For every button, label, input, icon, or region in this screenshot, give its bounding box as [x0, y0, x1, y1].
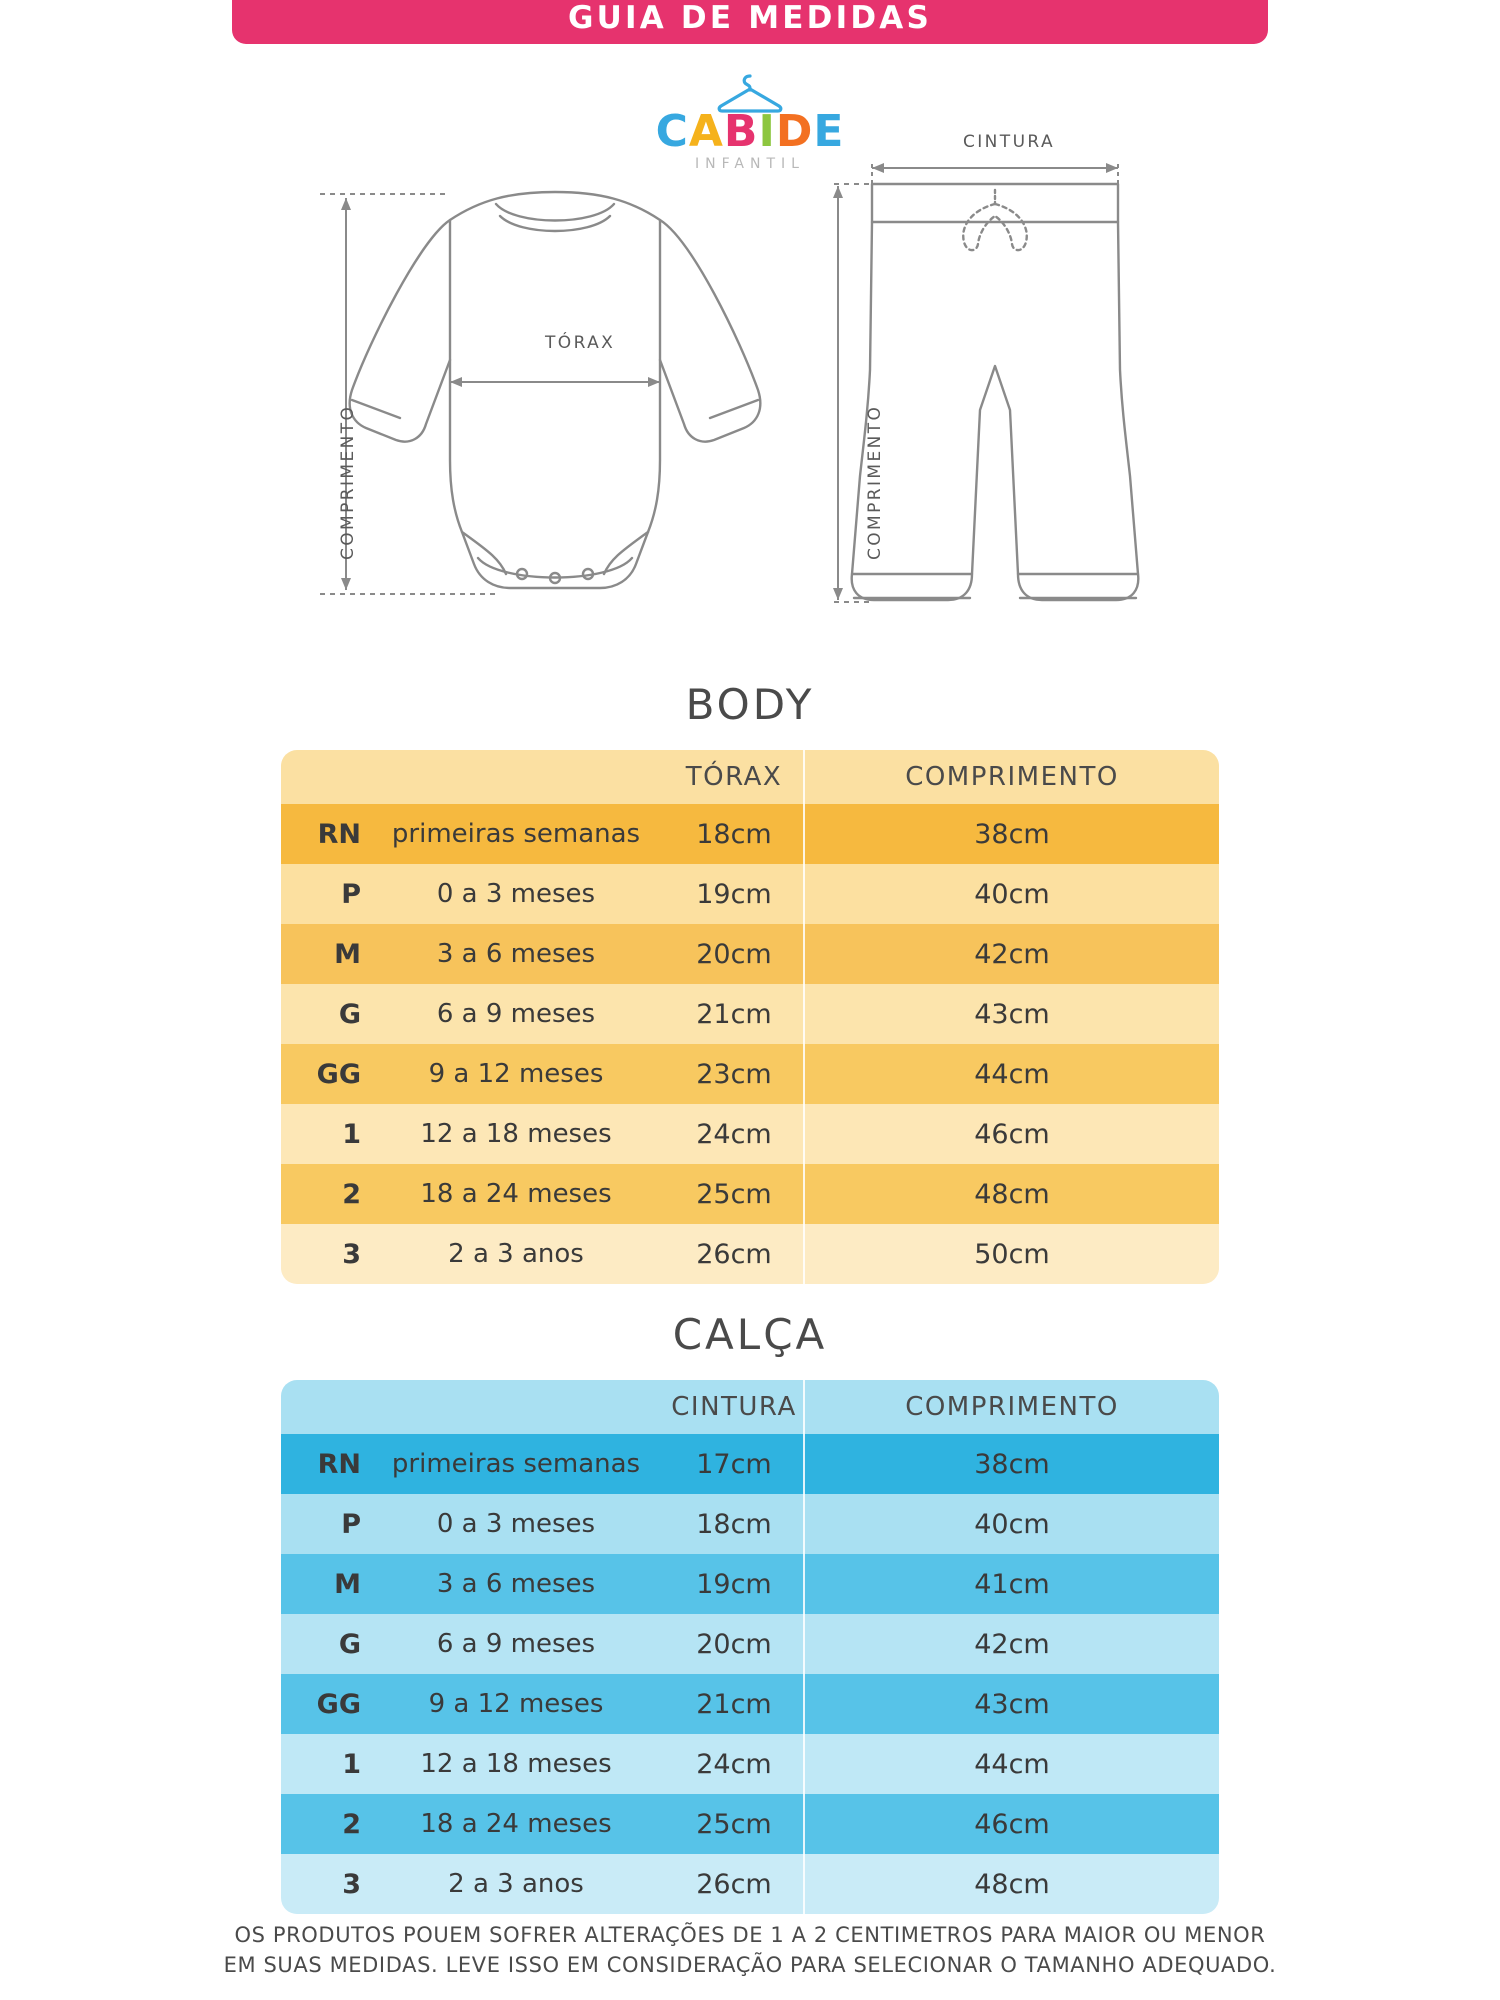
cell-size: M	[334, 938, 361, 970]
cell-measure-2: 44cm	[974, 1058, 1050, 1090]
logo-letter-b: B	[723, 106, 759, 157]
cell-measure-2: 40cm	[974, 1508, 1050, 1540]
baby-bodysuit-outline	[300, 160, 820, 660]
cell-measure-1: 18cm	[665, 804, 805, 864]
cell-size: 2	[342, 1808, 361, 1840]
cell-measure-1: 17cm	[665, 1434, 805, 1494]
footer-line-2: EM SUAS MEDIDAS. LEVE ISSO EM CONSIDERAÇÃO PARA SELECIONAR O TAMANHO ADEQUADO.	[223, 1953, 1277, 1978]
cell-measure-1: 24cm	[665, 1734, 805, 1794]
cell-measure-1: 20cm	[665, 924, 805, 984]
measurements-table-calca	[281, 1380, 1219, 1914]
cell-size: 3	[342, 1238, 361, 1270]
cell-measure-2: 46cm	[974, 1118, 1050, 1150]
table-row	[281, 1674, 1219, 1734]
header-comprimento: COMPRIMENTO	[905, 1392, 1119, 1422]
logo-letter-i: I	[758, 106, 776, 157]
table-row	[281, 1614, 1219, 1674]
cell-measure-2: 44cm	[974, 1748, 1050, 1780]
cell-measure-1: 21cm	[665, 1674, 805, 1734]
cell-measure-1: 21cm	[665, 984, 805, 1044]
cell-measure-1: 25cm	[665, 1164, 805, 1224]
cell-size: RN	[317, 1448, 361, 1480]
header-cintura: CINTURA	[665, 1380, 805, 1434]
cell-age: 0 a 3 meses	[436, 1509, 596, 1539]
cell-age: 12 a 18 meses	[420, 1119, 612, 1149]
cell-measure-1: 19cm	[665, 1554, 805, 1614]
table-row	[281, 1554, 1219, 1614]
header-blank	[281, 1380, 665, 1434]
table-row	[281, 1104, 1219, 1164]
cell-measure-1: 23cm	[665, 1044, 805, 1104]
cell-measure-2: 48cm	[974, 1178, 1050, 1210]
table-header-row	[281, 750, 1219, 804]
cell-measure-1: 19cm	[665, 864, 805, 924]
table-row	[281, 1494, 1219, 1554]
header-comprimento: COMPRIMENTO	[905, 762, 1119, 792]
section-title-calca: CALÇA	[672, 1310, 828, 1359]
cell-age: 9 a 12 meses	[428, 1689, 604, 1719]
cell-age: 3 a 6 meses	[436, 939, 596, 969]
brand-logo	[0, 72, 1500, 172]
brand-name	[0, 106, 1500, 157]
table-row	[281, 804, 1219, 864]
cell-size: 2	[342, 1178, 361, 1210]
cell-measure-2: 42cm	[974, 938, 1050, 970]
table-row	[281, 924, 1219, 984]
cell-measure-2: 40cm	[974, 878, 1050, 910]
cell-age: 3 a 6 meses	[436, 1569, 596, 1599]
brand-tagline: INFANTIL	[695, 156, 805, 172]
cintura-dimension-label: CINTURA	[963, 132, 1055, 152]
cell-measure-1: 24cm	[665, 1104, 805, 1164]
table-row	[281, 984, 1219, 1044]
cell-size: GG	[316, 1058, 361, 1090]
cell-size: RN	[317, 818, 361, 850]
cell-size: 1	[342, 1748, 361, 1780]
table-row	[281, 1044, 1219, 1104]
cell-measure-2: 50cm	[974, 1238, 1050, 1270]
cell-measure-1: 26cm	[665, 1224, 805, 1284]
table-row	[281, 1794, 1219, 1854]
cell-measure-2: 41cm	[974, 1568, 1050, 1600]
cell-age: 18 a 24 meses	[420, 1809, 612, 1839]
comprimento-pants-dimension-label: COMPRIMENTO	[865, 404, 885, 560]
cell-measure-1: 18cm	[665, 1494, 805, 1554]
table-row	[281, 1164, 1219, 1224]
cell-measure-1: 26cm	[665, 1854, 805, 1914]
cell-size: M	[334, 1568, 361, 1600]
cell-size: 1	[342, 1118, 361, 1150]
cell-measure-1: 25cm	[665, 1794, 805, 1854]
cell-age: 6 a 9 meses	[436, 999, 596, 1029]
cell-age: 18 a 24 meses	[420, 1179, 612, 1209]
logo-letter-a: A	[688, 106, 724, 157]
cell-measure-1: 20cm	[665, 1614, 805, 1674]
page-title: GUIA DE MEDIDAS	[568, 0, 932, 36]
footer-disclaimer	[0, 1920, 1500, 1981]
garment-illustrations	[0, 132, 1500, 680]
comprimento-body-dimension-label: COMPRIMENTO	[338, 404, 358, 560]
cell-age: 9 a 12 meses	[428, 1059, 604, 1089]
cell-measure-2: 43cm	[974, 1688, 1050, 1720]
cell-age: 6 a 9 meses	[436, 1629, 596, 1659]
table-row	[281, 1224, 1219, 1284]
section-title-body: BODY	[685, 680, 815, 729]
header-blank	[281, 750, 665, 804]
cell-size: GG	[316, 1688, 361, 1720]
cell-age: 0 a 3 meses	[436, 879, 596, 909]
cell-measure-2: 43cm	[974, 998, 1050, 1030]
cell-size: G	[338, 1628, 361, 1660]
cell-size: G	[338, 998, 361, 1030]
logo-letter-d: D	[775, 106, 814, 157]
cell-age: primeiras semanas	[391, 819, 641, 849]
cell-age: 2 a 3 anos	[448, 1239, 584, 1269]
cell-measure-2: 42cm	[974, 1628, 1050, 1660]
cell-measure-2: 38cm	[974, 1448, 1050, 1480]
cell-size: 3	[342, 1868, 361, 1900]
table-row	[281, 864, 1219, 924]
cell-measure-2: 38cm	[974, 818, 1050, 850]
cell-size: P	[341, 878, 361, 910]
measurements-table-body	[281, 750, 1219, 1284]
logo-letter-e: E	[813, 106, 845, 157]
cell-age: 2 a 3 anos	[448, 1869, 584, 1899]
table-row	[281, 1434, 1219, 1494]
table-header-row	[281, 1380, 1219, 1434]
cell-age: 12 a 18 meses	[420, 1749, 612, 1779]
cell-measure-2: 48cm	[974, 1868, 1050, 1900]
cell-size: P	[341, 1508, 361, 1540]
header-banner	[232, 0, 1268, 44]
torax-dimension-label: TÓRAX	[545, 333, 616, 353]
header-torax: TÓRAX	[665, 750, 805, 804]
table-row	[281, 1854, 1219, 1914]
cell-age: primeiras semanas	[391, 1449, 641, 1479]
footer-line-1: OS PRODUTOS POUEM SOFRER ALTERAÇÕES DE 1 A 2 CENTIMETROS PARA MAIOR OU MENOR	[234, 1923, 1266, 1947]
logo-letter-c: C	[655, 106, 689, 157]
table-row	[281, 1734, 1219, 1794]
cell-measure-2: 46cm	[974, 1808, 1050, 1840]
